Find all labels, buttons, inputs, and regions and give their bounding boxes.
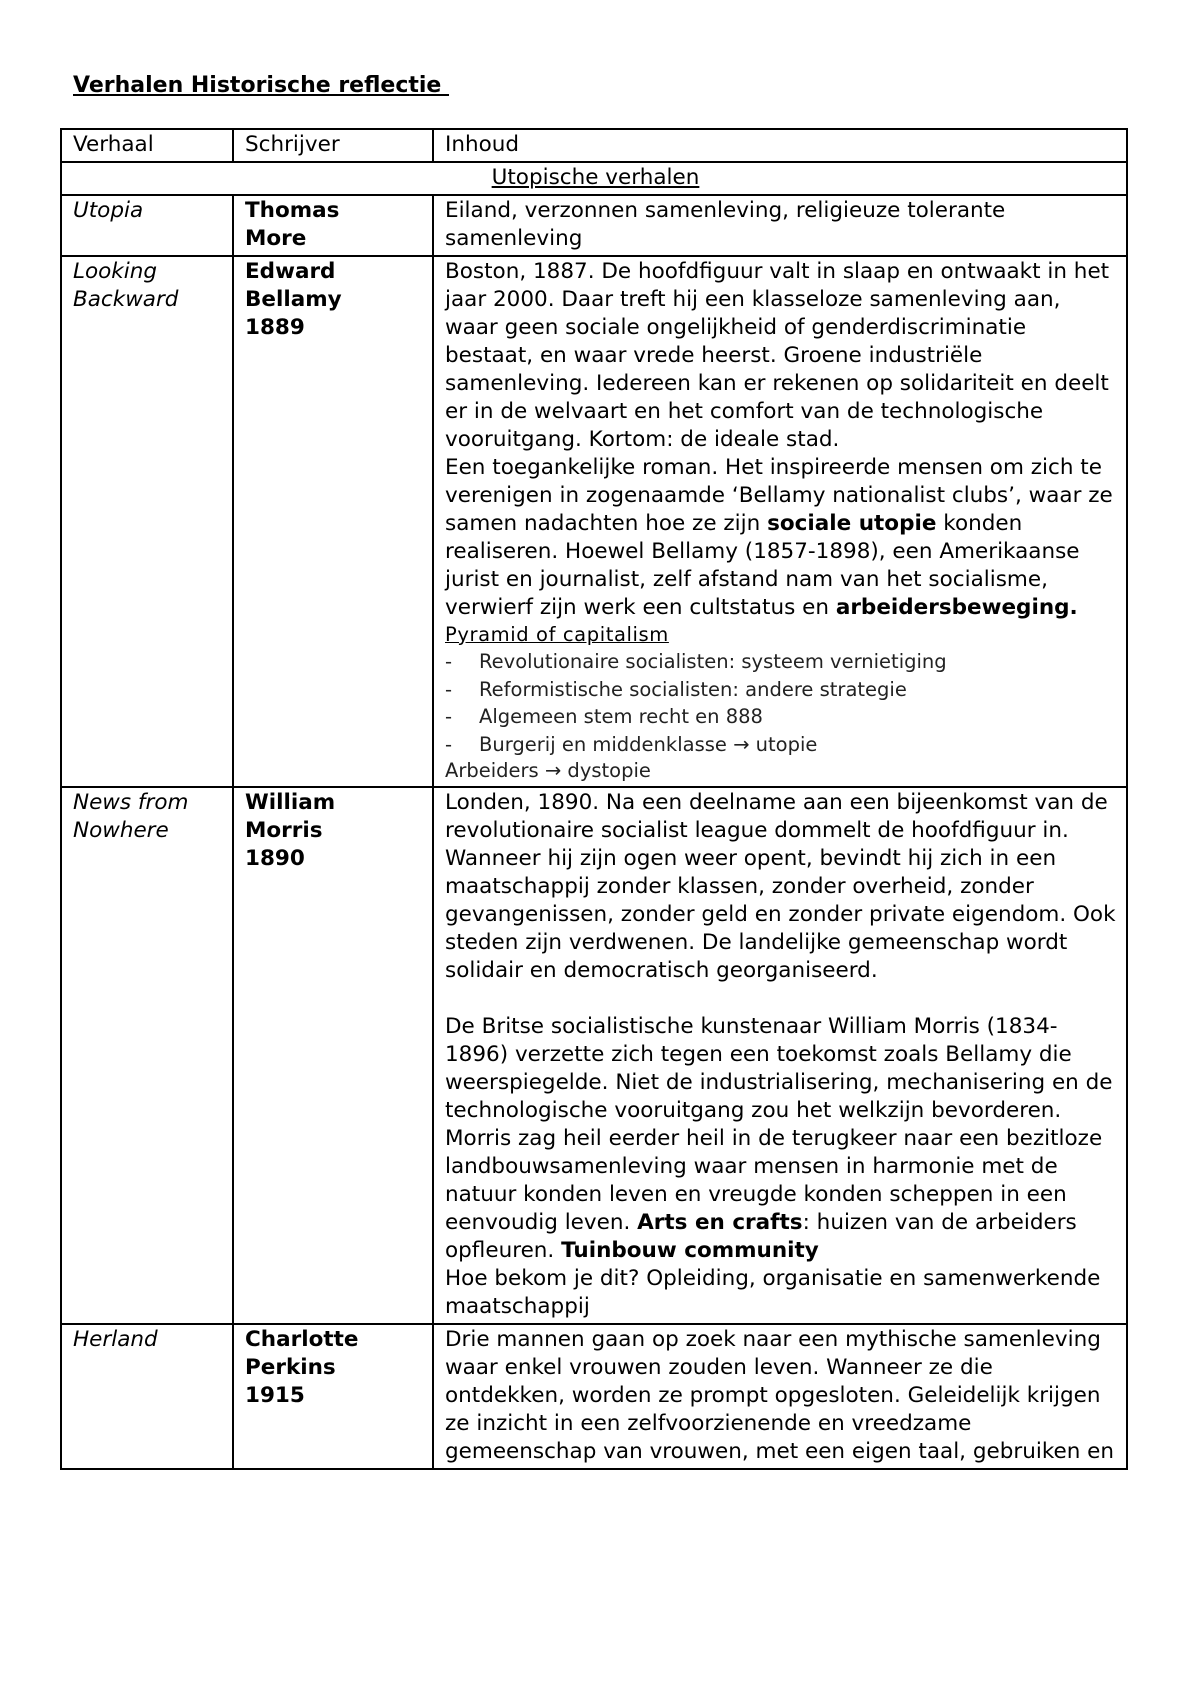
content-paragraph: Londen, 1890. Na een deelname aan een bijeenkomst van de revolutionaire socialist league dommelt de hoofdfiguur in. Wanneer hij zijn ogen weer opent, bevindt hij zich in een maatschappij zonder klassen, zonder overheid, zonder gevangenissen, zonder geld en zonder private eigendom. Ook steden zijn verdwenen. De landelijke gemeenschap wordt solidair en democratisch georganiseerd.: [445, 790, 1116, 983]
story-author: [233, 195, 433, 256]
content-paragraph: Boston, 1887. De hoofdfiguur valt in slaap en ontwaakt in het jaar 2000. Daar treft hij een klasseloze samenleving aan, waar geen sociale ongelijkheid of genderdiscriminatie bestaat, en waar vrede heerst. Groene industriële samenleving. Iedereen kan er rekenen op solidariteit en deelt er in de welvaart en het comfort van de technologische vooruitgang. Kortom: de ideale stad.: [445, 259, 1110, 452]
author-year: 1915: [245, 1383, 305, 1408]
story-title: Looking Backward: [61, 256, 233, 787]
content-paragraph: Hoe bekom je dit? Opleiding, organisatie en samenwerkende maatschappij: [445, 1266, 1101, 1319]
list-item: [445, 648, 1118, 676]
list-item-text: Reformistische socialisten: andere strategie: [479, 677, 907, 701]
bold-term: sociale utopie: [767, 511, 937, 536]
document-title: Verhalen Historische reflectie: [73, 73, 450, 98]
story-author: [233, 1324, 433, 1469]
author-line: William: [245, 790, 336, 815]
content-paragraph: Eiland, verzonnen samenleving, religieuze tolerante samenleving: [445, 198, 1006, 251]
story-content: [433, 787, 1127, 1324]
bullet-list: [445, 648, 1118, 758]
author-line: Edward: [245, 259, 336, 284]
table-row: [61, 1324, 1127, 1469]
text-run: De Britse socialistische kunstenaar William Morris (1834-1896) verzette zich tegen een toekomst zoals Bellamy die weerspiegelde. Niet de industrialisering, mechanisering en de technologische vooruitgang zou het welkzijn bevorderen. Morris zag heil eerder heil in de terugkeer naar een bezitloze landbouwsamenleving waar mensen in harmonie met de natuur konden leven en vreugde konden scheppen in een eenvoudig leven.: [445, 1014, 1113, 1235]
section-row: [61, 162, 1127, 195]
content-paragraph: Drie mannen gaan op zoek naar een mythische samenleving waar enkel vrouwen zouden leven. Wanneer ze die ontdekken, worden ze prompt opgesloten. Geleidelijk krijgen ze inzicht in een zelfvoorzienende en vreedzame gemeenschap van vrouwen, met een eigen taal, gebruiken en: [445, 1327, 1115, 1464]
author-line: Thomas: [245, 198, 340, 223]
text-run: : huizen van de arbeiders opfleuren.: [445, 1210, 1077, 1263]
stories-table: [60, 128, 1128, 1470]
header-schrijver: Schrijver: [233, 129, 433, 162]
author-line: More: [245, 226, 307, 251]
dash-icon: -: [445, 705, 453, 728]
text-run: konden realiseren. Hoewel Bellamy (1857-1898), een Amerikaanse jurist en journalist, zelf afstand nam van het socialisme, verwierf zijn werk een cultstatus en: [445, 511, 1080, 620]
story-content: [433, 256, 1127, 787]
closing-line: Arbeiders → dystopie: [445, 759, 651, 782]
section-heading: Utopische verhalen: [61, 162, 1127, 195]
content-paragraph: [445, 1013, 1118, 1265]
story-title: News from Nowhere: [61, 787, 233, 1324]
table-row: [61, 256, 1127, 787]
text-run: Een toegankelijke roman. Het inspireerde mensen om zich te verenigen in zogenaamde ‘Bellamy nationalist clubs’, waar ze samen nadachten hoe ze zijn: [445, 455, 1113, 536]
pyramid-heading: Pyramid of capitalism: [445, 623, 669, 646]
table-row: [61, 787, 1127, 1324]
dash-icon: -: [445, 677, 453, 701]
story-content: [433, 1324, 1127, 1469]
content-paragraph: [445, 454, 1118, 622]
author-line: Morris: [245, 818, 323, 843]
list-item: [445, 676, 1118, 704]
list-item: [445, 703, 1118, 731]
table-row: [61, 195, 1127, 256]
paragraph-gap: [445, 985, 1118, 1013]
author-line: Perkins: [245, 1355, 336, 1380]
header-inhoud: Inhoud: [433, 129, 1127, 162]
dash-icon: -: [445, 732, 453, 756]
bold-term: Tuinbouw community: [561, 1238, 819, 1263]
author-line: Charlotte: [245, 1327, 359, 1352]
header-verhaal: Verhaal: [61, 129, 233, 162]
story-title: Herland: [61, 1324, 233, 1469]
list-item-text: Burgerij en middenklasse → utopie: [479, 732, 818, 756]
list-item-text: Algemeen stem recht en 888: [479, 705, 763, 728]
story-content: [433, 195, 1127, 256]
list-item: [445, 731, 1118, 759]
header-row: [61, 129, 1127, 162]
dash-icon: -: [445, 650, 453, 673]
author-line: Bellamy: [245, 287, 342, 312]
list-item-text: Revolutionaire socialisten: systeem vernietiging: [479, 650, 947, 673]
bold-term: arbeidersbeweging.: [835, 595, 1078, 620]
story-author: [233, 787, 433, 1324]
story-title: Utopia: [61, 195, 233, 256]
author-year: 1889: [245, 315, 305, 340]
author-year: 1890: [245, 846, 305, 871]
bold-term: Arts en crafts: [637, 1210, 803, 1235]
story-author: [233, 256, 433, 787]
